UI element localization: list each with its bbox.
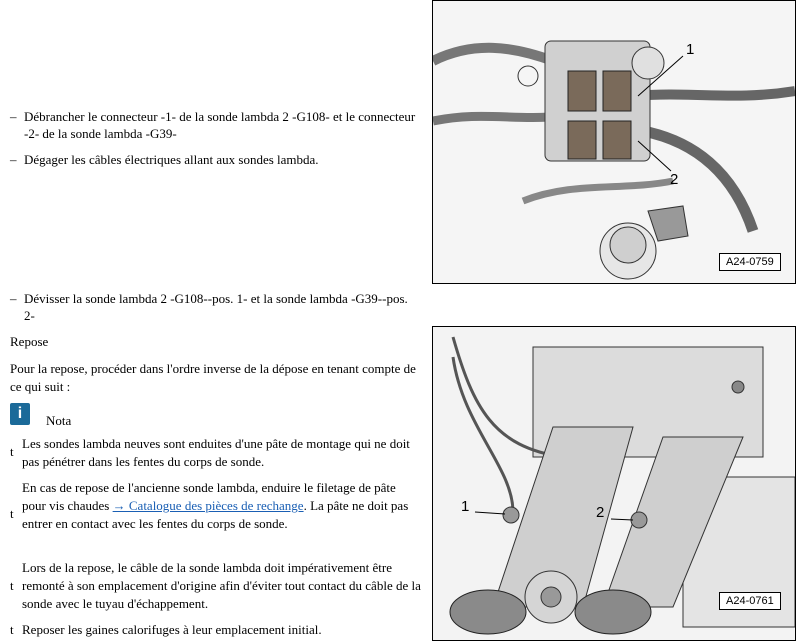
info-icon: i <box>10 403 30 425</box>
step-text: Débrancher le connecteur -1- de la sonde lambda 2 -G108- et le connecteur -2- de la sonde lambda -G39- <box>24 109 416 141</box>
step-text: Dévisser la sonde lambda 2 -G108--pos. 1- et la sonde lambda -G39--pos. 2- <box>24 291 408 323</box>
figure-code: A24-0759 <box>719 253 781 271</box>
step-disconnect-connectors <box>10 108 420 142</box>
note-item-cable-route: Lors de la repose, le câble de la sonde lambda doit impérativement être remonté à son emplacement d'origine afin d'éviter tout contact du câble de la sonde avec le tuyau d'échappement. <box>22 560 421 611</box>
step-dash: – <box>10 109 17 124</box>
step-dash: – <box>10 152 17 167</box>
bullet-mark: t <box>10 506 14 521</box>
bullet-mark: t <box>10 622 14 637</box>
note-text: En cas de repose de l'ancienne sonde lambda, enduire le filetage de pâte pour vis chaudes <box>22 480 396 513</box>
bullet-mark: t <box>10 444 14 459</box>
note-item-heat-shields: Reposer les gaines calorifuges à leur emplacement initial. <box>22 622 322 637</box>
catalogue-link[interactable]: → Catalogue des pièces de rechange <box>112 498 304 513</box>
note-text: . La pâte ne doit pas entrer en contact avec les fentes du corps de sonde. <box>22 498 409 531</box>
step-release-cables <box>10 151 420 168</box>
note-item-old-sensor <box>22 479 422 533</box>
section-heading: Repose <box>10 334 49 349</box>
step-dash: – <box>10 291 17 306</box>
step-text: Dégager les câbles électriques allant aux sondes lambda. <box>24 152 319 167</box>
connector-illustration <box>433 1 795 283</box>
callout-1: 1 <box>461 498 470 515</box>
figure-code: A24-0761 <box>719 592 781 610</box>
callout-2: 2 <box>670 171 679 188</box>
note-item-paste: Les sondes lambda neuves sont enduites d'une pâte de montage qui ne doit pas pénétrer dans les fentes du corps de sonde. <box>22 436 410 469</box>
step-unscrew-sensors <box>10 290 420 324</box>
callout-1: 1 <box>686 41 695 58</box>
intro-text: Pour la repose, procéder dans l'ordre inverse de la dépose en tenant compte de ce qui suit : <box>10 361 416 394</box>
figure-connectors <box>432 0 796 284</box>
bullet-mark: t <box>10 578 14 593</box>
figure-lambda-sensors <box>432 326 796 641</box>
note-label: Nota <box>46 413 72 428</box>
callout-2: 2 <box>596 504 605 521</box>
